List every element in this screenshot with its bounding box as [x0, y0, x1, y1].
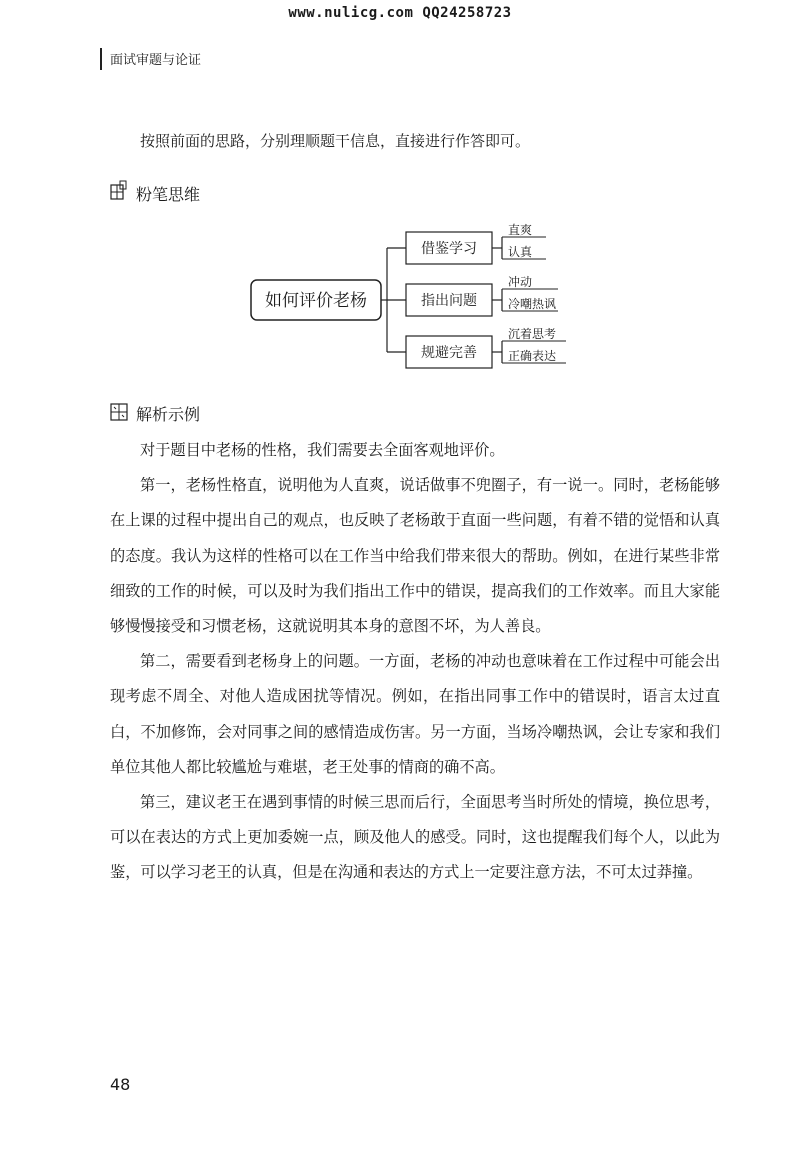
mindmap-diagram — [240, 215, 600, 385]
watermark: www.nulicg.com QQ24258723 — [288, 5, 512, 21]
leaf-label-3a: 沉着思考 — [508, 327, 557, 341]
branch-label-2: 指出问题 — [421, 293, 477, 309]
leaf-label-1a: 直爽 — [508, 223, 533, 237]
mindmap-section-label: 粉笔思维 — [136, 184, 201, 204]
branch-label-1: 借鉴学习 — [421, 241, 477, 257]
page-number: 48 — [110, 1075, 131, 1094]
analysis-section-label: 解析示例 — [136, 405, 201, 424]
analysis-body — [110, 433, 720, 891]
leaf-label-1b: 认真 — [508, 245, 533, 259]
intro-text: 按照前面的思路，分别理顺题干信息，直接进行作答即可。 — [140, 132, 531, 150]
leaf-label-3b: 正确表达 — [508, 349, 557, 363]
running-header: 面试审题与论证 — [110, 53, 202, 68]
paragraph-4: 第三，建议老王在遇到事情的时候三思而后行，全面思考当时所处的情境，换位思考，可以在表达的方式上更加委婉一点，顾及他人的感受。同时，这也提醒我们每个人，以此为鉴，可以学习老王的认真，但是在沟通和表达的方式上一定要注意方法，不可太过莽撞。 — [110, 793, 720, 882]
chalk-grid-icon — [110, 180, 128, 206]
header-divider — [100, 48, 102, 70]
paragraph-3: 第二，需要看到老杨身上的问题。一方面，老杨的冲动也意味着在工作过程中可能会出现考虑不周全、对他人造成困扰等情况。例如，在指出同事工作中的错误时，语言太过直白，不加修饰，会对同事之间的感情造成伤害。另一方面，当场冷嘲热讽，会让专家和我们单位其他人都比较尴尬与难堪，老王处事的情商的确不高。 — [110, 652, 720, 776]
mindmap-section-title — [110, 180, 200, 206]
paragraph-2: 第一，老杨性格直，说明他为人直爽，说话做事不兜圈子，有一说一。同时，老杨能够在上课的过程中提出自己的观点，也反映了老杨敢于直面一些问题，有着不错的觉悟和认真的态度。我认为这样的性格可以在工作当中给我们带来很大的帮助。例如，在进行某些非常细致的工作的时候，可以及时为我们指出工作中的错误，提高我们的工作效率。而且大家能够慢慢接受和习惯老杨，这就说明其本身的意图不坏，为人善良。 — [110, 476, 720, 636]
analysis-grid-icon — [110, 403, 128, 425]
mindmap-root-label: 如何评价老杨 — [265, 291, 367, 311]
leaf-label-2a: 冲动 — [508, 275, 533, 289]
branch-label-3: 规避完善 — [421, 345, 477, 361]
leaf-label-2b: 冷嘲热讽 — [508, 297, 557, 311]
analysis-section-title — [110, 402, 200, 425]
paragraph-1: 对于题目中老杨的性格，我们需要去全面客观地评价。 — [140, 441, 505, 459]
